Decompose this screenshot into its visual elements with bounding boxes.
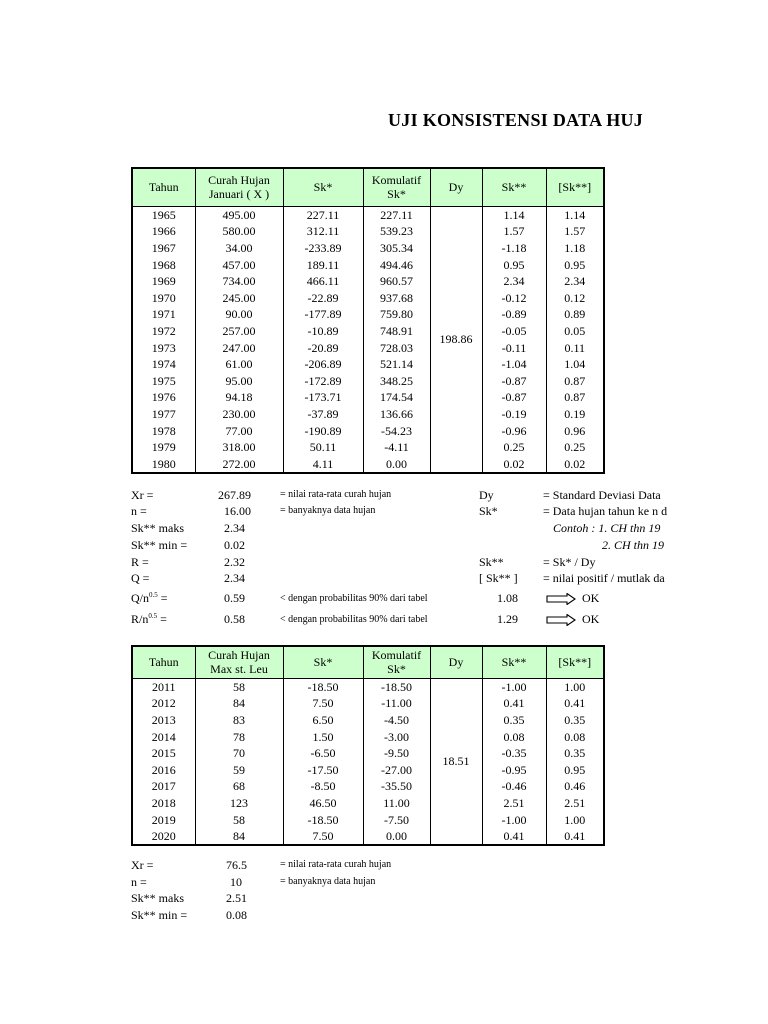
cell-komulatif: 136.66 [363, 406, 430, 423]
cell-sk2: -1.00 [482, 678, 546, 695]
cell-tahun: 1969 [132, 273, 195, 290]
arrow-right-icon [546, 614, 576, 626]
cell-sk: -17.50 [283, 761, 363, 778]
legend-contoh-1: Contoh : 1. CH thn 19 [553, 521, 661, 535]
cell-dy: 18.51 [430, 678, 482, 845]
legend-dy-label: Dy [479, 488, 494, 502]
cell-komulatif: -9.50 [363, 745, 430, 762]
cell-tahun: 2014 [132, 728, 195, 745]
table-row [132, 439, 604, 456]
cell-sk: -6.50 [283, 745, 363, 762]
cell-sk: -20.89 [283, 339, 363, 356]
r-label: R = [131, 555, 149, 569]
cell-sk: 466.11 [283, 273, 363, 290]
cell-abs-sk2: 1.00 [564, 812, 586, 827]
cell-komulatif: -18.50 [363, 678, 430, 695]
cell-curah-hujan: 495.00 [195, 206, 283, 223]
cell-curah-hujan: 70 [195, 745, 283, 762]
cell-tahun: 1965 [132, 206, 195, 223]
table-row [132, 273, 604, 290]
col-header-sk: Sk* [283, 168, 363, 206]
table-row [132, 761, 604, 778]
cell-curah-hujan: 68 [195, 778, 283, 795]
skmin-label: Sk** min = [131, 538, 188, 552]
cell-abs-sk2: 0.89 [564, 307, 586, 322]
skmin-label: Sk** min = [131, 908, 188, 922]
cell-curah-hujan: 83 [195, 712, 283, 729]
cell-curah-hujan: 78 [195, 728, 283, 745]
cell-komulatif: 937.68 [363, 289, 430, 306]
cell-tahun: 1979 [132, 439, 195, 456]
cell-curah-hujan: 95.00 [195, 372, 283, 389]
cell-sk: 4.11 [283, 455, 363, 473]
cell-komulatif: -3.00 [363, 728, 430, 745]
table-row [132, 206, 604, 223]
col-header-komulatif: Komulatif Sk* [363, 646, 430, 678]
cell-curah-hujan: 84 [195, 828, 283, 846]
cell-sk2: -0.96 [482, 422, 546, 439]
q-value: 2.34 [224, 571, 245, 585]
cell-sk2: 2.34 [482, 273, 546, 290]
cell-tahun: 2011 [132, 678, 195, 695]
cell-abs-sk2: 0.05 [564, 323, 586, 338]
col-header-dy: Dy [430, 168, 482, 206]
cell-komulatif: 174.54 [363, 389, 430, 406]
cell-tahun: 1967 [132, 240, 195, 257]
cell-curah-hujan: 318.00 [195, 439, 283, 456]
cell-komulatif: -7.50 [363, 811, 430, 828]
table-row [132, 422, 604, 439]
col-header-abs-sk2: [Sk**] [546, 646, 604, 678]
cell-abs-sk2: 0.87 [564, 373, 586, 388]
cell-sk2: -0.11 [482, 339, 546, 356]
cell-abs-sk2: 0.41 [564, 696, 586, 711]
cell-sk2: -1.18 [482, 240, 546, 257]
cell-sk2: -0.05 [482, 323, 546, 340]
cell-tahun: 2016 [132, 761, 195, 778]
col-header-komulatif: Komulatif Sk* [363, 168, 430, 206]
qn-desc: < dengan probabilitas 90% dari tabel [280, 593, 428, 604]
table-row [132, 306, 604, 323]
cell-curah-hujan: 734.00 [195, 273, 283, 290]
cell-tahun: 2019 [132, 811, 195, 828]
qn-table-value: 1.08 [497, 591, 518, 605]
cell-tahun: 1973 [132, 339, 195, 356]
cell-komulatif: -4.50 [363, 712, 430, 729]
cell-tahun: 2012 [132, 695, 195, 712]
col-header-sk2: Sk** [482, 646, 546, 678]
cell-curah-hujan: 59 [195, 761, 283, 778]
cell-sk2: 0.35 [482, 712, 546, 729]
cell-abs-sk2: 0.95 [564, 762, 586, 777]
legend-sk2-label: Sk** [479, 555, 504, 569]
col-header-curah-hujan: Curah Hujan Januari ( X ) [195, 168, 283, 206]
arrow-right-icon [546, 593, 576, 605]
cell-sk: 7.50 [283, 695, 363, 712]
n-label: n = [131, 875, 147, 889]
cell-tahun: 1970 [132, 289, 195, 306]
n-desc: = banyaknya data hujan [280, 505, 376, 516]
skmin-value: 0.02 [224, 538, 245, 552]
cell-abs-sk2: 1.04 [564, 357, 586, 372]
cell-abs-sk2: 0.08 [564, 729, 586, 744]
col-header-sk: Sk* [283, 646, 363, 678]
cell-sk: -173.71 [283, 389, 363, 406]
cell-curah-hujan: 457.00 [195, 256, 283, 273]
cell-sk2: 0.02 [482, 455, 546, 473]
cell-tahun: 1975 [132, 372, 195, 389]
cell-tahun: 2020 [132, 828, 195, 846]
table-row [132, 712, 604, 729]
cell-curah-hujan: 247.00 [195, 339, 283, 356]
cell-curah-hujan: 230.00 [195, 406, 283, 423]
skmin-value: 0.08 [226, 908, 247, 922]
cell-curah-hujan: 90.00 [195, 306, 283, 323]
rn-table-value: 1.29 [497, 612, 518, 626]
xr-label: Xr = [131, 858, 154, 872]
cell-curah-hujan: 580.00 [195, 223, 283, 240]
legend-contoh-2: 2. CH thn 19 [602, 538, 665, 552]
rn-desc: < dengan probabilitas 90% dari tabel [280, 614, 428, 625]
cell-sk2: 0.41 [482, 828, 546, 846]
cell-komulatif: -35.50 [363, 778, 430, 795]
cell-abs-sk2: 0.46 [564, 779, 586, 794]
cell-sk: -18.50 [283, 811, 363, 828]
cell-sk: -172.89 [283, 372, 363, 389]
cell-komulatif: -11.00 [363, 695, 430, 712]
cell-abs-sk2: 0.12 [564, 290, 586, 305]
cell-abs-sk2: 0.87 [564, 390, 586, 405]
n-value: 10 [230, 875, 242, 889]
n-value: 16.00 [224, 504, 251, 518]
qn-label: $Q/n^{0.5}$ = [131, 591, 168, 605]
cell-komulatif: 728.03 [363, 339, 430, 356]
cell-sk: 6.50 [283, 712, 363, 729]
cell-sk2: 2.51 [482, 795, 546, 812]
cell-sk2: -0.12 [482, 289, 546, 306]
cell-abs-sk2: 0.02 [564, 456, 586, 471]
cell-komulatif: 748.91 [363, 323, 430, 340]
cell-sk2: -0.87 [482, 389, 546, 406]
cell-sk2: -0.95 [482, 761, 546, 778]
table-row [132, 289, 604, 306]
legend-sk-desc: = Data hujan tahun ke n d [543, 504, 668, 518]
cell-komulatif: 227.11 [363, 206, 430, 223]
legend-sk-label: Sk* [479, 504, 498, 518]
cell-komulatif: 759.80 [363, 306, 430, 323]
table-row [132, 678, 604, 695]
cell-sk: 50.11 [283, 439, 363, 456]
q-label: Q = [131, 571, 150, 585]
cell-sk: -233.89 [283, 240, 363, 257]
cell-komulatif: 0.00 [363, 455, 430, 473]
col-header-sk2: Sk** [482, 168, 546, 206]
cell-tahun: 1971 [132, 306, 195, 323]
rn-value: 0.58 [224, 612, 245, 626]
cell-komulatif: -4.11 [363, 439, 430, 456]
cell-curah-hujan: 58 [195, 811, 283, 828]
legend-dy-desc: = Standard Deviasi Data [543, 488, 661, 502]
cell-sk: 312.11 [283, 223, 363, 240]
cell-sk2: 1.14 [482, 206, 546, 223]
cell-curah-hujan: 245.00 [195, 289, 283, 306]
cell-sk: -8.50 [283, 778, 363, 795]
cell-tahun: 2017 [132, 778, 195, 795]
skmaks-value: 2.34 [224, 521, 245, 535]
table-row [132, 778, 604, 795]
cell-dy: 198.86 [430, 206, 482, 473]
legend-abs-desc: = nilai positif / mutlak da [543, 571, 665, 585]
cell-abs-sk2: 1.14 [564, 207, 586, 222]
cell-sk2: -0.35 [482, 745, 546, 762]
cell-sk2: -1.00 [482, 811, 546, 828]
cell-komulatif: 11.00 [363, 795, 430, 812]
cell-sk: -206.89 [283, 356, 363, 373]
cell-sk2: 0.25 [482, 439, 546, 456]
cell-sk2: -0.46 [482, 778, 546, 795]
table-row [132, 240, 604, 257]
table-row [132, 256, 604, 273]
cell-sk: -37.89 [283, 406, 363, 423]
table-row [132, 728, 604, 745]
cell-tahun: 1976 [132, 389, 195, 406]
cell-abs-sk2: 0.96 [564, 423, 586, 438]
table-row [132, 455, 604, 473]
table-row [132, 339, 604, 356]
table-row [132, 223, 604, 240]
col-header-tahun: Tahun [132, 646, 195, 678]
xr-label: Xr = [131, 488, 154, 502]
cell-komulatif: -54.23 [363, 422, 430, 439]
cell-curah-hujan: 84 [195, 695, 283, 712]
cell-abs-sk2: 1.57 [564, 224, 586, 239]
cell-komulatif: 960.57 [363, 273, 430, 290]
table-row [132, 795, 604, 812]
xr-desc: = nilai rata-rata curah hujan [280, 489, 392, 500]
cell-sk: 7.50 [283, 828, 363, 846]
cell-komulatif: 348.25 [363, 372, 430, 389]
cell-sk2: 0.08 [482, 728, 546, 745]
table-row [132, 356, 604, 373]
cell-sk: -177.89 [283, 306, 363, 323]
col-header-tahun: Tahun [132, 168, 195, 206]
cell-sk2: 1.57 [482, 223, 546, 240]
cell-abs-sk2: 0.11 [564, 340, 586, 355]
cell-sk2: 0.95 [482, 256, 546, 273]
cell-sk2: -0.87 [482, 372, 546, 389]
cell-sk: -190.89 [283, 422, 363, 439]
cell-sk2: -1.04 [482, 356, 546, 373]
col-header-abs-sk2: [Sk**] [546, 168, 604, 206]
cell-abs-sk2: 0.35 [564, 746, 586, 761]
cell-komulatif: -27.00 [363, 761, 430, 778]
cell-abs-sk2: 0.95 [564, 257, 586, 272]
cell-sk: -10.89 [283, 323, 363, 340]
table-row [132, 695, 604, 712]
cell-tahun: 1972 [132, 323, 195, 340]
cell-komulatif: 521.14 [363, 356, 430, 373]
cell-curah-hujan: 34.00 [195, 240, 283, 257]
cell-sk: -22.89 [283, 289, 363, 306]
cell-curah-hujan: 58 [195, 678, 283, 695]
col-header-dy: Dy [430, 646, 482, 678]
cell-sk: 46.50 [283, 795, 363, 812]
col-header-curah-hujan: Curah Hujan Max st. Leu [195, 646, 283, 678]
cell-tahun: 1966 [132, 223, 195, 240]
table-row [132, 372, 604, 389]
cell-tahun: 1977 [132, 406, 195, 423]
cell-curah-hujan: 77.00 [195, 422, 283, 439]
legend-abs-label: [ Sk** ] [479, 571, 518, 585]
qn-result: OK [582, 591, 600, 605]
cell-komulatif: 305.34 [363, 240, 430, 257]
qn-value: 0.59 [224, 591, 245, 605]
table-row [132, 745, 604, 762]
cell-komulatif: 0.00 [363, 828, 430, 846]
cell-sk: -18.50 [283, 678, 363, 695]
cell-abs-sk2: 2.34 [564, 274, 586, 289]
cell-abs-sk2: 0.25 [564, 440, 586, 455]
cell-komulatif: 539.23 [363, 223, 430, 240]
table-row [132, 811, 604, 828]
cell-sk2: -0.19 [482, 406, 546, 423]
data-table-1 [131, 167, 605, 474]
data-table-2 [131, 645, 605, 846]
cell-curah-hujan: 257.00 [195, 323, 283, 340]
cell-tahun: 1968 [132, 256, 195, 273]
rn-label: $R/n^{0.5}$ = [131, 612, 167, 626]
xr-value: 76.5 [226, 858, 247, 872]
page-title: UJI KONSISTENSI DATA HUJ [388, 110, 644, 130]
cell-sk: 189.11 [283, 256, 363, 273]
xr-value: 267.89 [218, 488, 251, 502]
cell-komulatif: 494.46 [363, 256, 430, 273]
table-row [132, 406, 604, 423]
n-label: n = [131, 504, 147, 518]
cell-tahun: 2013 [132, 712, 195, 729]
cell-sk: 1.50 [283, 728, 363, 745]
rn-result: OK [582, 612, 600, 626]
table-row [132, 323, 604, 340]
cell-abs-sk2: 0.35 [564, 712, 586, 727]
cell-abs-sk2: 1.18 [564, 240, 586, 255]
cell-tahun: 2018 [132, 795, 195, 812]
n-desc: = banyaknya data hujan [280, 876, 376, 887]
cell-abs-sk2: 2.51 [564, 795, 586, 810]
cell-sk: 227.11 [283, 206, 363, 223]
table-row [132, 389, 604, 406]
skmaks-label: Sk** maks [131, 521, 185, 535]
cell-abs-sk2: 1.00 [564, 679, 586, 694]
cell-tahun: 2015 [132, 745, 195, 762]
cell-curah-hujan: 272.00 [195, 455, 283, 473]
cell-sk2: 0.41 [482, 695, 546, 712]
table-row [132, 828, 604, 846]
skmaks-value: 2.51 [226, 891, 247, 905]
cell-tahun: 1974 [132, 356, 195, 373]
cell-curah-hujan: 123 [195, 795, 283, 812]
cell-sk2: -0.89 [482, 306, 546, 323]
xr-desc: = nilai rata-rata curah hujan [280, 859, 392, 870]
r-value: 2.32 [224, 555, 245, 569]
cell-abs-sk2: 0.19 [564, 406, 586, 421]
cell-curah-hujan: 94.18 [195, 389, 283, 406]
skmaks-label: Sk** maks [131, 891, 185, 905]
cell-tahun: 1978 [132, 422, 195, 439]
cell-curah-hujan: 61.00 [195, 356, 283, 373]
cell-abs-sk2: 0.41 [564, 829, 586, 844]
cell-tahun: 1980 [132, 455, 195, 473]
legend-sk2-desc: = Sk* / Dy [543, 555, 596, 569]
